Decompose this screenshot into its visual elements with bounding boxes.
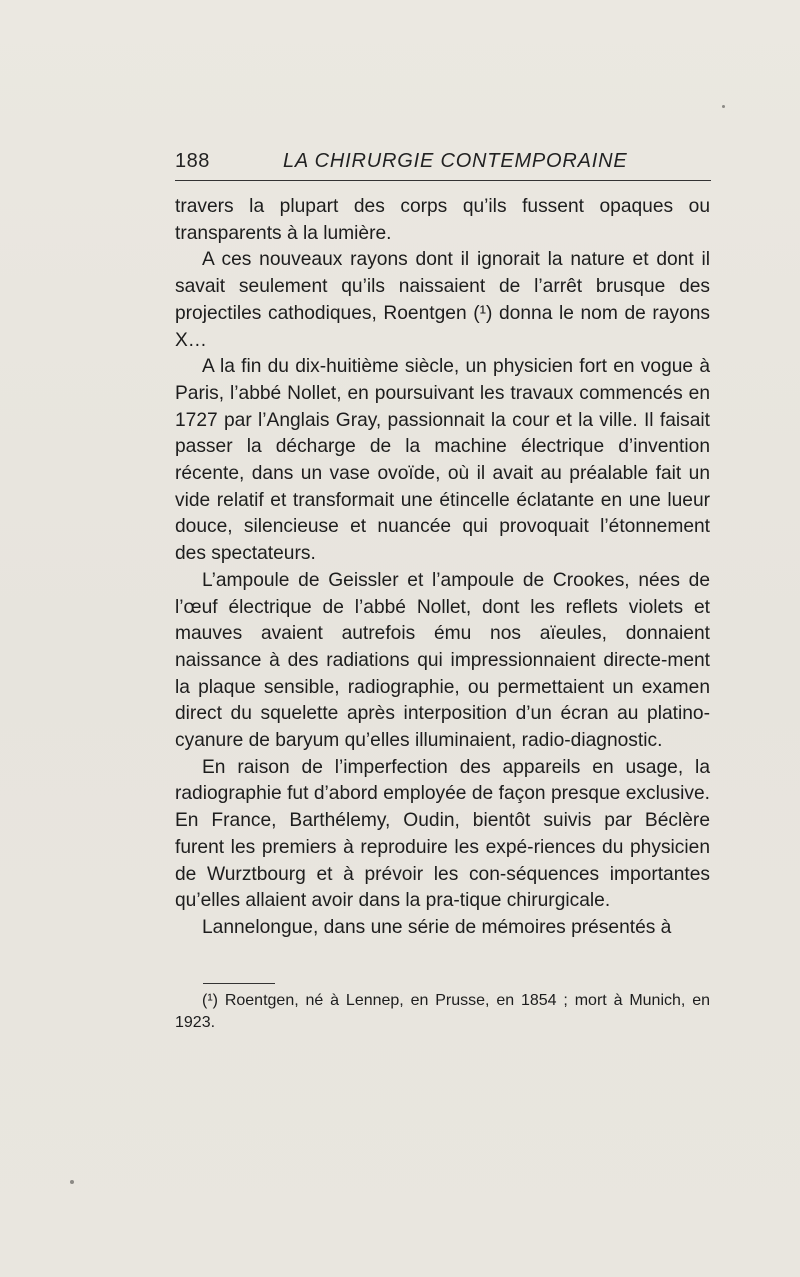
paragraph: En raison de l’imperfection des appareils en usage, la radiographie fut d’abord employée de façon presque exclusive. En France, Barthélemy, Oudin, bientôt suivis par Béclère furent les premiers à reproduire les expé-riences du physicien de Wurztbourg et à prévoir les con-séquences importantes qu’elles allaient avoir dans la pra-tique chirurgicale. — [175, 756, 710, 912]
header-rule — [175, 180, 711, 181]
footnote-rule — [203, 983, 275, 984]
footnote-text: (¹) Roentgen, né à Lennep, en Prusse, en 1854 ; mort à Munich, en 1923. — [175, 992, 710, 1031]
page-number: 188 — [175, 150, 210, 172]
running-header — [175, 150, 710, 178]
running-title: LA CHIRURGIE CONTEMPORAINE — [283, 150, 628, 172]
paragraph: A la fin du dix-huitième siècle, un physicien fort en vogue à Paris, l’abbé Nollet, en poursuivant les travaux commencés en 1727 par l’Anglais Gray, passionnait la cour et la ville. Il faisait passer la décharge de la machine électrique d’invention récente, dans un vase ovoïde, où il avait au préalable fait un vide relatif et transformait une étincelle éclatante en une lueur douce, silencieuse et nuancée qui provoquait l’étonnement des spectateurs. — [175, 356, 710, 565]
body-text — [175, 194, 710, 942]
paragraph-continuation: travers la plupart des corps qu’ils fussent opaques ou transparents à la lumière. — [175, 196, 710, 244]
footnote — [175, 990, 710, 1034]
paragraph: A ces nouveaux rayons dont il ignorait la nature et dont il savait seulement qu’ils naissaient de l’arrêt brusque des projectiles cathodiques, Roentgen (¹) donna le nom de rayons X… — [175, 249, 710, 351]
paragraph-continued: Lannelongue, dans une série de mémoires présentés à — [202, 916, 672, 938]
paper-speck — [70, 1180, 74, 1184]
paper-speck — [722, 105, 725, 108]
paragraph: L’ampoule de Geissler et l’ampoule de Crookes, nées de l’œuf électrique de l’abbé Nollet, dont les reflets violets et mauves avaient autrefois ému nos aïeules, donnaient naissance à des radiations qui impressionnaient directe-ment la plaque sensible, radiographie, ou permettaient un examen direct du squelette après interposition d’un écran au platino-cyanure de baryum qu’elles illuminaient, radio-diagnostic. — [175, 569, 710, 752]
